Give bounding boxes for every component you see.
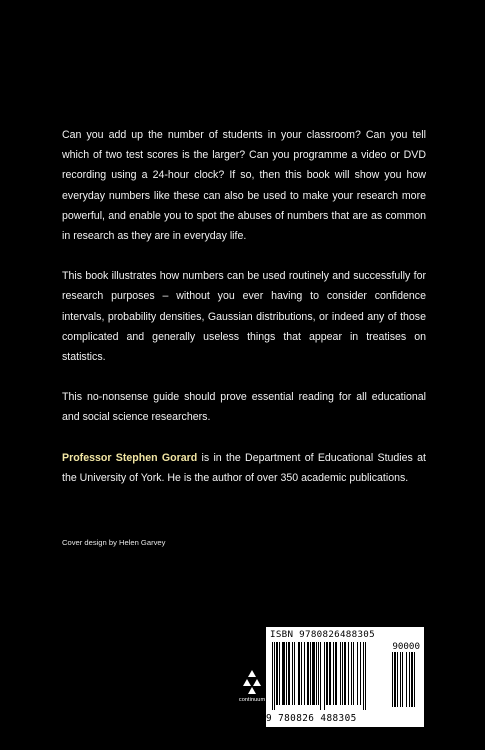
isbn-digits: 9 780826 488305 bbox=[266, 713, 357, 724]
barcode-bars bbox=[272, 642, 384, 712]
blurb-paragraph-3: This no-nonsense guide should prove essential reading for all educational and social science researchers. bbox=[62, 391, 426, 424]
author-name: Professor Stephen Gorard bbox=[62, 451, 198, 464]
blurb-paragraph-2: This book illustrates how numbers can be used routinely and successfully for research purposes – without you ever having to consider confidence intervals, probability densities, Gaussian distributions, or indeed any of those complicated and generally useless things that appear in treatises on statistics. bbox=[62, 270, 426, 364]
back-cover-blurb bbox=[62, 125, 426, 508]
isbn-barcode bbox=[266, 627, 424, 727]
publisher-name: continuum bbox=[238, 697, 266, 703]
isbn-label: ISBN 9780826488305 bbox=[270, 629, 375, 640]
author-bio: is in the Department of Educational Studies at the University of York. He is the author of over 350 academic publications. bbox=[62, 451, 426, 484]
publisher-logo bbox=[236, 669, 268, 703]
cover-design-credit: Cover design by Helen Garvey bbox=[62, 538, 166, 547]
barcode-addon-number: 90000 bbox=[392, 641, 420, 652]
barcode-addon-bars bbox=[392, 652, 420, 712]
continuum-logo-icon bbox=[241, 669, 263, 695]
author-paragraph bbox=[62, 448, 426, 488]
blurb-paragraph-1: Can you add up the number of students in your classroom? Can you tell which of two test scores is the larger? Can you programme a video or DVD recording using a 24-hour clock? If so, then this book will show you how everyday numbers like these can also be used to make your research more powerful, and enable you to spot the abuses of numbers that are as common in research as they are in everyday life. bbox=[62, 129, 426, 243]
